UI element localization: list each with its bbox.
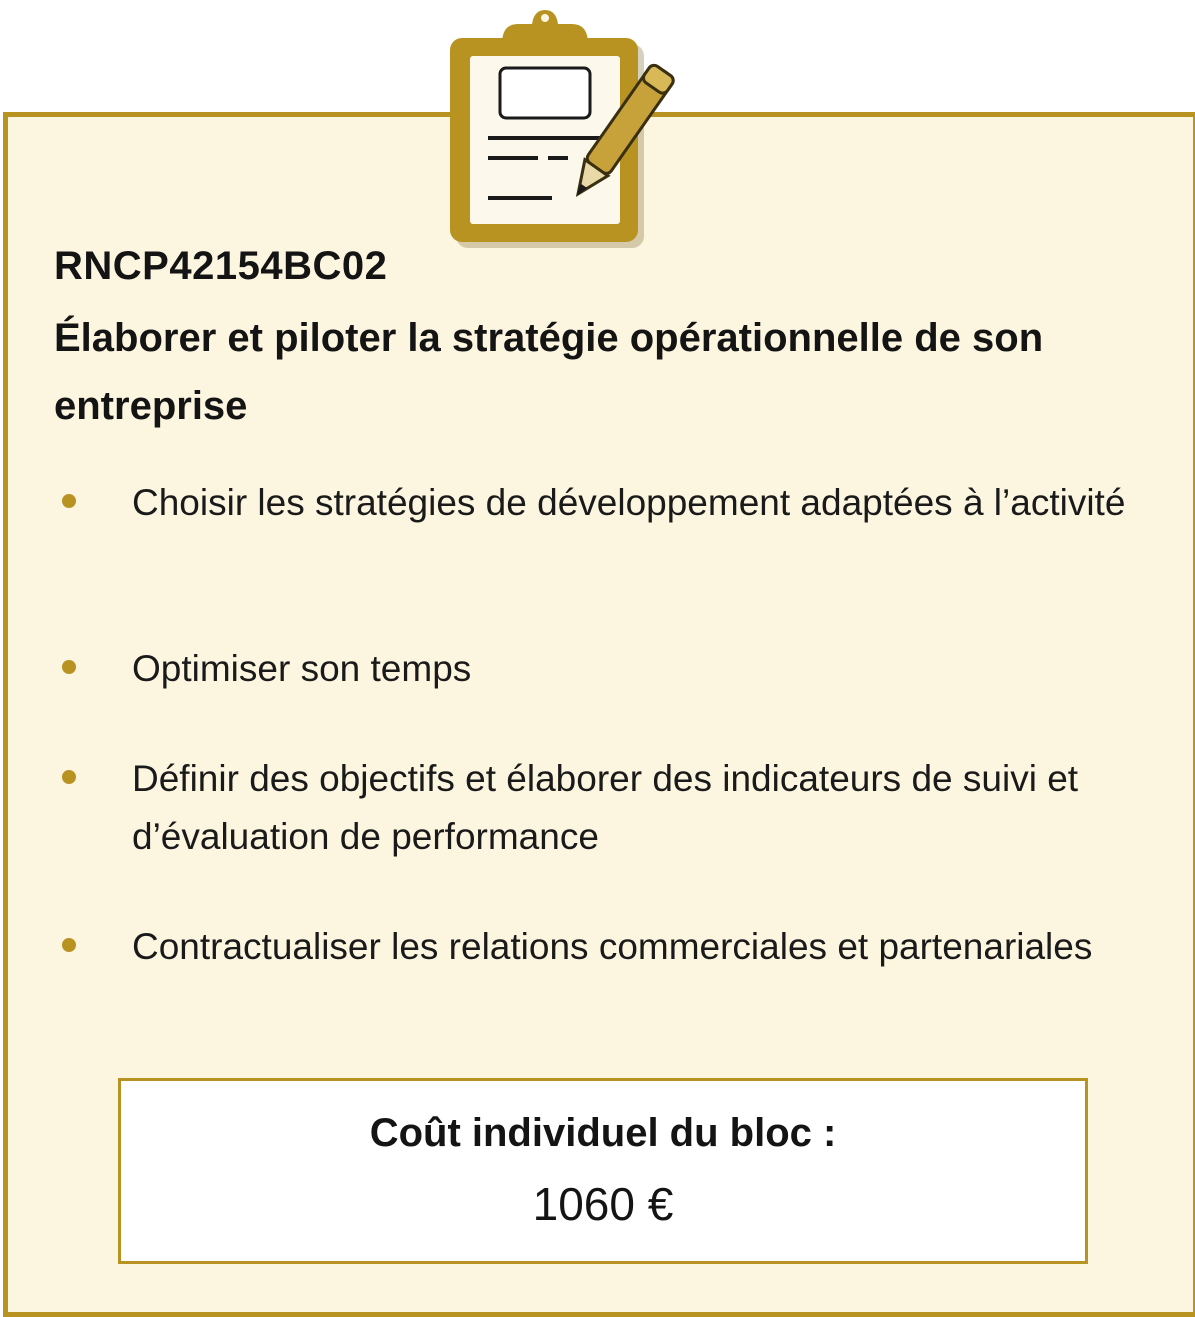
clipboard-with-pen-icon <box>440 4 710 254</box>
skill-text: Optimiser son temps <box>132 648 472 689</box>
skill-text: Contractualiser les relations commerciales et partenariales <box>132 926 1093 967</box>
bullet-icon <box>62 494 76 508</box>
skill-text: Choisir les stratégies de développement adaptées à l’activité <box>132 482 1126 523</box>
list-item <box>54 640 1142 698</box>
bullet-icon <box>62 938 76 952</box>
block-title: Élaborer et piloter la stratégie opérationnelle de son entreprise <box>54 316 1044 428</box>
skill-text: Définir des objectifs et élaborer des indicateurs de suivi et d’évaluation de performance <box>132 758 1079 857</box>
bullet-icon <box>62 770 76 784</box>
bullet-icon <box>62 660 76 674</box>
list-item <box>54 474 1142 532</box>
list-item <box>54 918 1142 976</box>
cost-value: 1060 € <box>532 1178 674 1230</box>
cost-box <box>118 1078 1088 1264</box>
block-code: RNCP42154BC02 <box>54 244 388 288</box>
list-item <box>54 750 1142 866</box>
cost-label: Coût individuel du bloc : <box>369 1111 837 1155</box>
